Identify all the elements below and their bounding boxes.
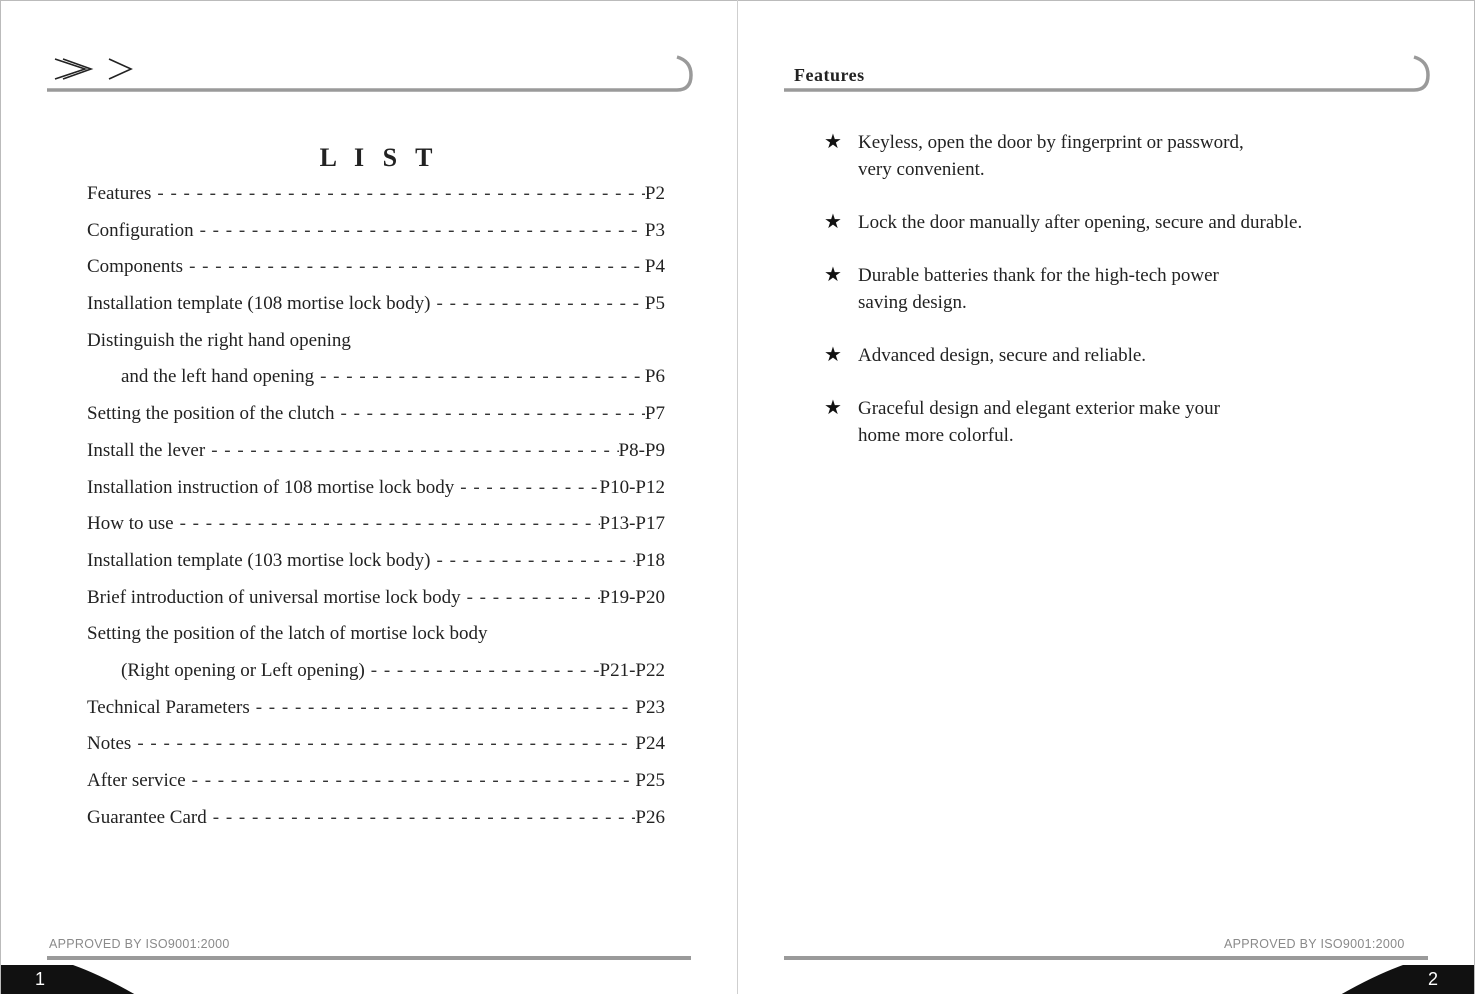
toc-entry-page: P19-P20 — [599, 586, 665, 608]
header-rule — [784, 53, 1432, 95]
toc-entry-label: Distinguish the right hand opening — [87, 329, 351, 351]
toc-entry-page: P7 — [644, 403, 665, 425]
page-number-left: 1 — [35, 969, 46, 989]
toc-entry — [87, 362, 665, 399]
toc-leader — [335, 399, 645, 429]
toc-entry-label: After service — [87, 770, 186, 791]
features-list — [824, 129, 1424, 449]
toc-entry-page: P25 — [635, 770, 665, 791]
toc-entry-label: Brief introduction of universal mortise lock body — [87, 586, 461, 608]
toc-leader — [131, 729, 635, 759]
toc-entry — [87, 399, 665, 436]
toc-entry-page: P10-P12 — [599, 476, 665, 498]
right-page — [738, 0, 1475, 994]
toc-entry — [87, 693, 665, 730]
toc-entry-page: P6 — [644, 366, 665, 388]
toc-leader — [314, 362, 645, 392]
feature-line: very convenient. — [858, 159, 985, 180]
toc-entry — [87, 803, 665, 840]
toc-entry — [87, 289, 665, 326]
toc-entry — [87, 546, 665, 583]
toc-entry — [87, 436, 665, 473]
toc-entry-page: P3 — [644, 219, 665, 241]
toc-leader — [461, 583, 600, 613]
toc-entry-label: Install the lever — [87, 439, 206, 461]
toc-entry-label: Setting the position of the latch of mortise lock body — [87, 623, 488, 645]
star-icon: ★ — [824, 397, 842, 419]
toc-entry — [87, 326, 665, 363]
toc-leader — [431, 289, 645, 319]
toc-entry — [87, 766, 665, 803]
toc-entry-page: P24 — [635, 733, 665, 755]
section-title: Features — [794, 65, 865, 85]
feature-item — [824, 395, 1424, 449]
star-icon: ★ — [824, 344, 842, 366]
feature-text — [858, 209, 1302, 236]
feature-text — [858, 129, 1244, 183]
star-icon: ★ — [824, 131, 842, 153]
toc-entry-label: Setting the position of the clutch — [87, 403, 335, 425]
toc-entry-label: Components — [87, 256, 184, 278]
page-number-right: 2 — [1428, 969, 1439, 989]
toc-leader — [454, 473, 599, 503]
toc-entry-label: Installation template (103 mortise lock body) — [87, 549, 431, 571]
table-of-contents — [87, 179, 665, 839]
iso-footer-left: APPROVED BY ISO9001:2000 — [49, 937, 230, 951]
toc-entry-label: Features — [87, 183, 152, 204]
toc-entry-label: Notes — [87, 733, 132, 755]
toc-leader — [151, 179, 645, 209]
toc-entry-page: P26 — [635, 806, 665, 828]
feature-line: Lock the door manually after opening, secure and durable. — [858, 212, 1303, 233]
toc-entry-page: P2 — [644, 183, 665, 204]
toc-leader — [250, 693, 636, 723]
header-rule — [47, 53, 695, 95]
toc-leader — [183, 252, 645, 282]
feature-line: home more colorful. — [858, 425, 1014, 446]
page-tab-left — [1, 965, 141, 994]
toc-entry — [87, 252, 665, 289]
toc-leader — [186, 766, 636, 796]
star-icon: ★ — [824, 264, 842, 286]
toc-entry-label: and the left hand opening — [121, 366, 315, 388]
toc-entry — [87, 473, 665, 510]
toc-entry — [87, 656, 665, 693]
toc-entry-page: P13-P17 — [599, 513, 665, 535]
feature-item — [824, 129, 1424, 183]
page-tab-right — [1335, 965, 1475, 994]
feature-line: Advanced design, secure and reliable. — [858, 345, 1147, 366]
list-title: L I S T — [319, 143, 439, 172]
toc-entry-label: Installation instruction of 108 mortise lock body — [87, 476, 455, 498]
toc-entry-label: Configuration — [87, 219, 194, 241]
toc-entry-label: Installation template (108 mortise lock body) — [87, 293, 431, 315]
feature-line: Graceful design and elegant exterior make your — [858, 398, 1220, 419]
feature-item — [824, 342, 1424, 369]
feature-line: saving design. — [858, 292, 967, 313]
feature-text — [858, 262, 1219, 316]
toc-leader — [194, 216, 645, 246]
footer-rule-left — [47, 956, 691, 960]
feature-item — [824, 209, 1424, 236]
toc-entry-page: P23 — [635, 696, 665, 718]
feature-line: Keyless, open the door by fingerprint or password, — [858, 132, 1244, 153]
toc-entry — [87, 583, 665, 620]
footer-rule-right — [784, 956, 1428, 960]
iso-footer-right: APPROVED BY ISO9001:2000 — [1224, 937, 1405, 951]
feature-text — [858, 342, 1146, 369]
feature-item — [824, 262, 1424, 316]
toc-entry — [87, 179, 665, 216]
toc-entry-page: P5 — [644, 293, 665, 315]
toc-entry — [87, 216, 665, 253]
feature-line: Durable batteries thank for the high-tech power — [858, 265, 1219, 286]
toc-leader — [365, 656, 600, 686]
toc-leader — [431, 546, 636, 576]
star-icon: ★ — [824, 211, 842, 233]
toc-leader — [205, 436, 618, 466]
toc-leader — [207, 803, 636, 833]
feature-text — [858, 395, 1220, 449]
toc-entry-page: P8-P9 — [618, 439, 665, 461]
left-page — [0, 0, 737, 994]
toc-entry-page: P18 — [635, 549, 665, 571]
toc-entry — [87, 619, 665, 656]
toc-entry-page: P21-P22 — [599, 659, 665, 681]
toc-leader — [174, 509, 600, 539]
toc-entry-label: Guarantee Card — [87, 806, 207, 828]
toc-entry-page: P4 — [644, 256, 665, 278]
toc-entry-label: Technical Parameters — [87, 696, 250, 718]
toc-entry — [87, 729, 665, 766]
toc-entry-label: (Right opening or Left opening) — [121, 659, 365, 681]
toc-entry — [87, 509, 665, 546]
toc-entry-label: How to use — [87, 513, 174, 535]
